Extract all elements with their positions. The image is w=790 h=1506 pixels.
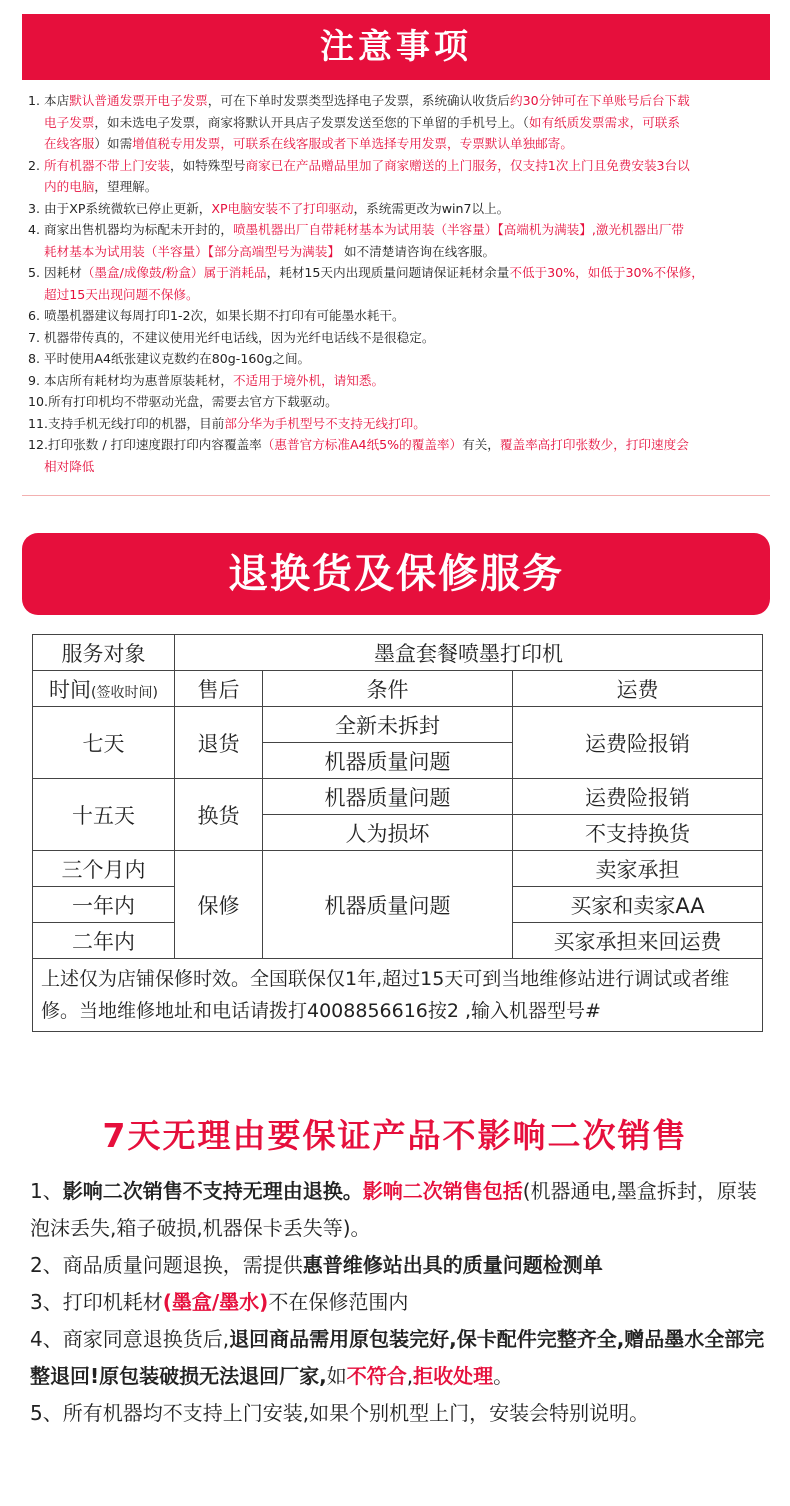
notice-line	[28, 305, 768, 327]
policy-title: 7天无理由要保证产品不影响二次销售	[102, 1116, 688, 1155]
notice-line	[28, 348, 768, 370]
notice-line	[28, 262, 768, 284]
one-year: 一年内	[33, 887, 175, 923]
notice-text: （惠普官方标准A4纸5%的覆盖率）	[261, 437, 463, 452]
fifteen-days: 十五天	[33, 779, 175, 851]
notice-text: ，如特殊型号	[169, 157, 246, 173]
notice-text: 9. 本店所有耗材均为惠普原装耗材，	[28, 372, 233, 388]
policy-text: 不在保修范围内	[268, 1290, 409, 1314]
time-header	[33, 671, 175, 707]
notice-text: 喷墨机器出厂自带耗材基本为试用装（半容量）【高端机为满装】,激光机器出厂带	[232, 222, 685, 237]
notice-line	[28, 155, 768, 177]
three-months: 三个月内	[33, 851, 175, 887]
policy-text: 不符合	[346, 1364, 407, 1388]
policy-text: (墨盒/墨水)	[162, 1290, 269, 1314]
notice-text: 增值税专用发票，可联系在线客服或者下单选择专用发票，专票默认单独邮寄。	[132, 136, 573, 151]
notice-line	[28, 456, 768, 478]
two-years: 二年内	[33, 923, 175, 959]
notice-text: 12.打印张数 / 打印速度跟打印内容覆盖率	[28, 437, 262, 452]
notice-text: 4. 商家出售机器均为标配未开封的，	[28, 222, 233, 237]
cond-quality3: 机器质量问题	[263, 851, 513, 959]
notice-text: 6. 喷墨机器建议每周打印1-2次，如果长期不打印有可能墨水耗干。	[28, 308, 405, 323]
notice-text: 覆盖率高打印张数少，打印速度会	[499, 437, 689, 452]
notice-text: 如不清楚请咨询在线客服。	[339, 243, 496, 259]
notice-text: 所有机器不带上门安装	[44, 157, 170, 173]
notice-text: 3. 由于XP系统微软已停止更新，	[28, 200, 212, 216]
notice-text: ，耗材15天内出现质量问题请保证耗材余量	[266, 265, 510, 280]
notice-line	[28, 198, 768, 220]
notice-line	[28, 133, 768, 155]
exchange-type: 换货	[175, 779, 263, 851]
warranty-type: 保修	[175, 851, 263, 959]
cond-quality2: 机器质量问题	[263, 779, 513, 815]
notice-text: 内的电脑	[44, 179, 95, 194]
notice-text: 不低于30%，如低于30%不保修，	[509, 265, 704, 280]
policy-text: 拒收处理	[413, 1364, 494, 1388]
notice-text: 不适用于境外机，请知悉。	[232, 372, 385, 388]
policy-text: ,	[406, 1364, 414, 1388]
notice-text: 7. 机器带传真的，不建议使用光纤电话线，因为光纤电话线不是很稳定。	[28, 329, 435, 345]
notice-line	[28, 391, 768, 413]
notice-text: 2.	[28, 157, 45, 173]
notice-text: 如有纸质发票需求，可联系	[528, 114, 680, 130]
notice-text: ，系统需更改为win7以上。	[353, 200, 510, 216]
notice-line	[28, 90, 768, 112]
notice-line	[28, 413, 768, 435]
service-title: 退换货及保修服务	[228, 551, 564, 597]
ship-insurance: 运费险报销	[513, 707, 763, 779]
notice-line	[28, 370, 768, 392]
object-value: 墨盒套餐喷墨打印机	[175, 635, 763, 671]
policy-line	[30, 1173, 770, 1247]
policy-text: 1、	[30, 1179, 63, 1203]
notice-banner	[22, 14, 770, 80]
notice-line	[28, 434, 768, 456]
notice-text: 默认普通发票开电子发票	[69, 93, 208, 108]
policy-text: 影响二次销售包括	[362, 1179, 523, 1203]
service-table	[32, 634, 763, 1032]
notice-line	[28, 241, 768, 263]
notice-title: 注意事项	[320, 27, 472, 67]
notice-line	[28, 176, 768, 198]
cond-new: 全新未拆封	[263, 707, 513, 743]
service-banner	[22, 533, 770, 615]
notice-text: （墨盒/成像鼓/粉盒）属于消耗品	[81, 265, 267, 280]
object-label: 服务对象	[33, 635, 175, 671]
policy-list	[30, 1173, 770, 1432]
notice-text: 1. 本店	[28, 93, 70, 108]
condition-header: 条件	[263, 671, 513, 707]
notice-line	[28, 112, 768, 134]
time-label: 时间	[49, 677, 92, 702]
notice-text: 在线客服	[44, 136, 95, 151]
notice-text: 部分华为手机型号不支持无线打印。	[224, 415, 426, 431]
policy-text: (机器通电,墨盒拆封，原装泡沫丢失,箱子破损,机器保卡丢失等)。	[30, 1179, 757, 1240]
notice-text: 耗材基本为试用装（半容量）【部分高端型号为满装】	[44, 243, 340, 259]
return-type: 退货	[175, 707, 263, 779]
notice-text: 11.支持手机无线打印的机器，目前	[28, 415, 225, 431]
notice-text: 超过15天出现问题不保修。	[44, 286, 199, 302]
notice-line	[28, 284, 768, 306]
time-sub: (签收时间)	[91, 684, 158, 701]
policy-text: 如	[326, 1364, 347, 1388]
policy-text: 4、商家同意退换货后,	[30, 1327, 230, 1351]
notice-text: 商家已在产品赠品里加了商家赠送的上门服务，仅支持1次上门且免费安装3台以	[245, 157, 690, 173]
policy-text: 2、商品质量问题退换，需提供	[30, 1253, 303, 1277]
shipping-header: 运费	[513, 671, 763, 707]
notice-text: 5. 因耗材	[28, 265, 82, 280]
notice-line	[28, 327, 768, 349]
policy-line	[30, 1247, 770, 1284]
notice-text: ，可在下单时发票类型选择电子发票，系统确认收货后	[207, 93, 510, 108]
notice-text: 电子发票	[44, 114, 95, 130]
no-exchange: 不支持换货	[513, 815, 763, 851]
notice-text: ）如需	[94, 136, 133, 151]
policy-text: 5、所有机器均不支持上门安装,如果个别机型上门，安装会特别说明。	[30, 1401, 650, 1425]
cond-quality: 机器质量问题	[263, 743, 513, 779]
notice-line	[28, 219, 768, 241]
service-note: 上述仅为店铺保修时效。全国联保仅1年,超过15天可到当地维修站进行调试或者维修。当地维修地址和电话请拨打4008856616按2 ,输入机器型号#	[33, 959, 763, 1032]
policy-line	[30, 1395, 770, 1432]
notice-divider	[22, 495, 770, 496]
seven-days: 七天	[33, 707, 175, 779]
ship-insurance2: 运费险报销	[513, 779, 763, 815]
notice-text: 8. 平时使用A4纸张建议克数约在80g-160g之间。	[28, 351, 311, 366]
notice-text: XP电脑安装不了打印驱动	[211, 200, 354, 216]
cond-human: 人为损坏	[263, 815, 513, 851]
notice-text: ，望理解。	[94, 179, 158, 194]
seller-pays: 卖家承担	[513, 851, 763, 887]
policy-line	[30, 1321, 770, 1395]
notice-text: ，如未选电子发票，商家将默认开具店子发票发送至您的下单留的手机号上。（	[94, 114, 529, 130]
aftersale-header: 售后	[175, 671, 263, 707]
notice-list	[28, 90, 768, 477]
seller-round: 买家承担来回运费	[513, 923, 763, 959]
notice-text: 有关，	[462, 437, 500, 452]
policy-text: 影响二次销售不支持无理由退换。	[62, 1179, 363, 1203]
notice-text: 10.所有打印机均不带驱动光盘，需要去官方下载驱动。	[28, 394, 338, 409]
notice-text: 约30分钟可在下单账号后台下载	[510, 93, 690, 108]
policy-text: 退回商品需用原包装完好,保卡配件完整齐全,赠品墨水全部完整退回!原包装破损无法退回厂家,	[30, 1327, 765, 1388]
policy-text: 惠普维修站出具的质量问题检测单	[302, 1253, 603, 1277]
policy-line	[30, 1284, 770, 1321]
policy-text: 3、打印机耗材	[30, 1290, 163, 1314]
notice-text: 相对降低	[44, 458, 95, 474]
policy-text: 。	[493, 1364, 514, 1388]
both-aa: 买家和卖家AA	[513, 887, 763, 923]
